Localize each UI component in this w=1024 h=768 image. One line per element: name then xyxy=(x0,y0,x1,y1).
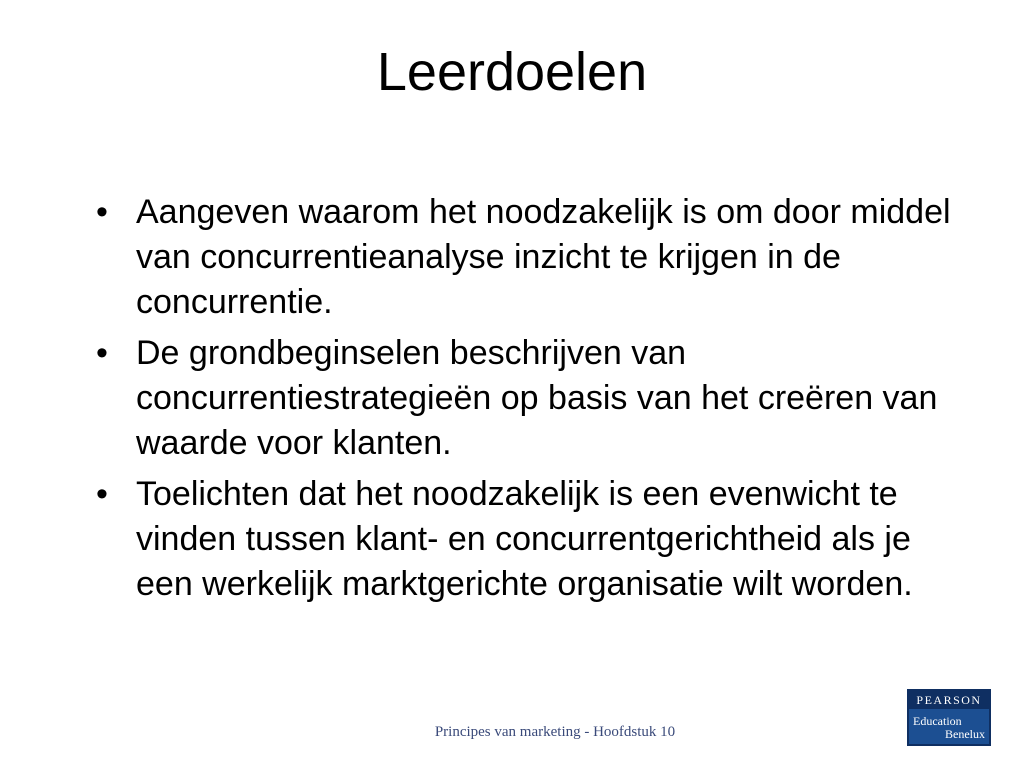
bullet-mark: • xyxy=(96,334,108,372)
bullet-item xyxy=(96,190,976,325)
bullet-text: Aangeven waarom het noodzakelijk is om door middel van concurrentieanalyse inzicht te krijgen in de concurrentie. xyxy=(136,193,951,321)
bullet-item xyxy=(96,472,976,607)
logo-line-benelux: Benelux xyxy=(945,727,985,741)
bullet-mark: • xyxy=(96,193,108,231)
bullet-item xyxy=(96,331,976,466)
bullet-text: De grondbeginselen beschrijven van concurrentiestrategieën op basis van het creëren van waarde voor klanten. xyxy=(136,334,938,462)
bullet-mark: • xyxy=(96,475,108,513)
bullet-list xyxy=(96,190,976,613)
slide-footer: Principes van marketing - Hoofdstuk 10 xyxy=(434,724,676,740)
logo-brand-text: PEARSON xyxy=(909,691,989,709)
slide-title: Leerdoelen xyxy=(376,42,648,102)
pearson-logo xyxy=(907,689,991,746)
bullet-text: Toelichten dat het noodzakelijk is een evenwicht te vinden tussen klant- en concurrentgerichtheid als je een werkelijk marktgerichte organisatie wilt worden. xyxy=(136,475,913,603)
logo-line-education: Education xyxy=(913,714,962,728)
